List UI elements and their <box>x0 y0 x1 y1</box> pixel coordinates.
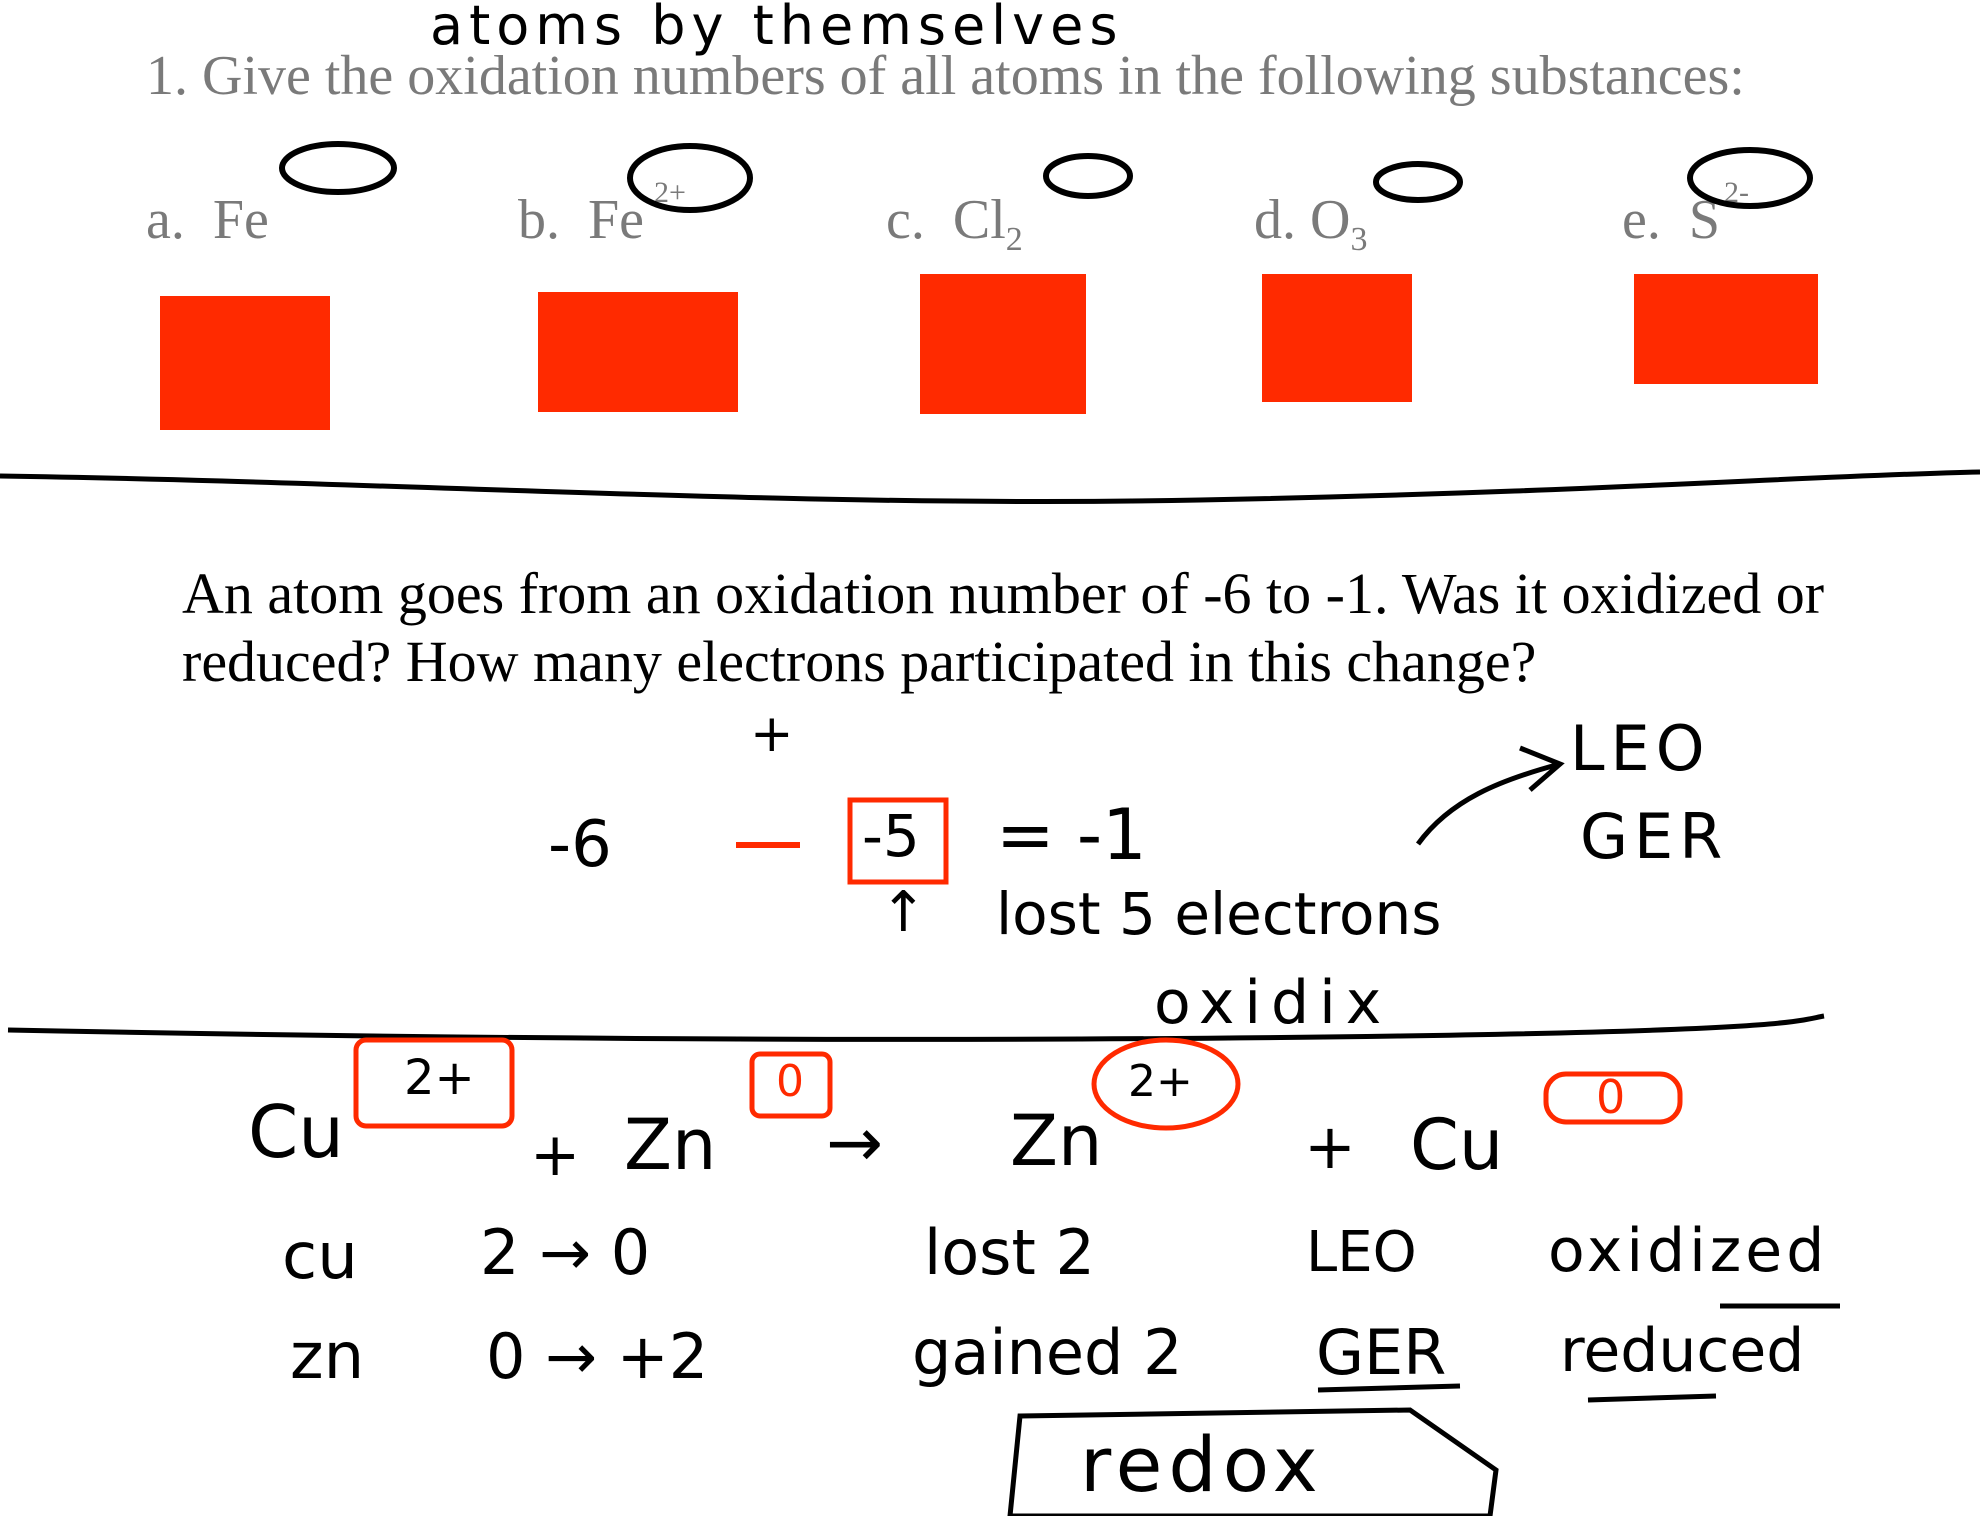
hw-line1-label: oxidized <box>1548 1216 1829 1286</box>
hw-arrow-equation: → <box>826 1104 883 1183</box>
item-e-charge: 2- <box>1724 176 1749 209</box>
zero-oval-e <box>1690 150 1810 206</box>
hw-plus-1: + <box>530 1120 581 1190</box>
item-subscript: 3 <box>1350 221 1368 259</box>
zero-oval-a <box>282 144 394 192</box>
hw-redox: redox <box>1080 1420 1324 1509</box>
item-letter: c. <box>886 189 925 251</box>
item-b-charge: 2+ <box>654 176 686 209</box>
hw-zn-left-charge: 0 <box>776 1056 804 1107</box>
hw-equals-minus-1: = -1 <box>996 794 1147 876</box>
annotation-atoms-by-themselves: atoms by themselves <box>430 0 1124 57</box>
hw-line2-result: gained 2 <box>912 1316 1183 1389</box>
item-formula: Cl <box>952 189 1006 251</box>
item-subscript: 2 <box>1005 221 1023 259</box>
item-letter: a. <box>146 189 185 251</box>
divider-line-1 <box>0 472 1980 502</box>
hw-line2-change: 0 → +2 <box>486 1320 709 1393</box>
hw-start-value: -6 <box>548 808 612 882</box>
hw-line2-element: zn <box>290 1320 365 1394</box>
hw-lost-5-electrons: lost 5 electrons <box>996 880 1442 948</box>
hw-leo: LEO <box>1570 712 1711 785</box>
item-formula: O <box>1310 189 1351 251</box>
hw-plus-2: + <box>1304 1110 1356 1183</box>
item-letter: d. <box>1254 189 1296 251</box>
hw-cu-left: Cu <box>248 1090 344 1174</box>
hw-plus-sign: + <box>750 704 794 764</box>
hw-arrow-up: ↑ <box>880 880 927 945</box>
hw-cu-right-charge: 0 <box>1596 1070 1626 1124</box>
hw-line1-result: lost 2 <box>924 1216 1095 1289</box>
hw-line1-change: 2 → 0 <box>480 1216 651 1289</box>
question-2-text: An atom goes from an oxidation number of -6 to -1. Was it oxidized or reduced? How many electrons participated in this change? <box>182 561 1825 694</box>
item-formula: S <box>1688 189 1721 251</box>
zero-oval-d <box>1376 164 1460 200</box>
hw-line2-label: reduced <box>1560 1316 1805 1386</box>
hw-cu-right: Cu <box>1410 1104 1504 1186</box>
question-1-prompt: Give the oxidation numbers of all atoms in the following substances: <box>202 45 1745 107</box>
divider-line-2 <box>8 1016 1824 1039</box>
question-1-number: 1. <box>146 45 188 107</box>
hw-boxed-minus-5: -5 <box>862 802 920 870</box>
hw-cu-left-charge: 2+ <box>404 1050 475 1106</box>
hw-line2-mnemonic: GER <box>1316 1316 1447 1389</box>
item-formula: Fe <box>212 189 269 251</box>
hw-zn-right-charge: 2+ <box>1128 1056 1193 1107</box>
item-formula: Fe <box>588 189 644 251</box>
arrow-to-leo <box>1418 748 1560 844</box>
hw-zn-right: Zn <box>1010 1100 1103 1182</box>
hw-line1-mnemonic: LEO <box>1306 1220 1417 1285</box>
underline-reduced <box>1588 1396 1716 1400</box>
item-letter: b. <box>518 189 560 251</box>
item-letter: e. <box>1622 189 1661 251</box>
zero-oval-b <box>630 146 750 210</box>
hw-zn-left: Zn <box>624 1104 717 1186</box>
hw-line1-element: cu <box>282 1220 358 1294</box>
zero-oval-c <box>1046 156 1130 196</box>
hw-oxidized: oxidix <box>1154 968 1392 1038</box>
hw-ger: GER <box>1580 800 1729 873</box>
